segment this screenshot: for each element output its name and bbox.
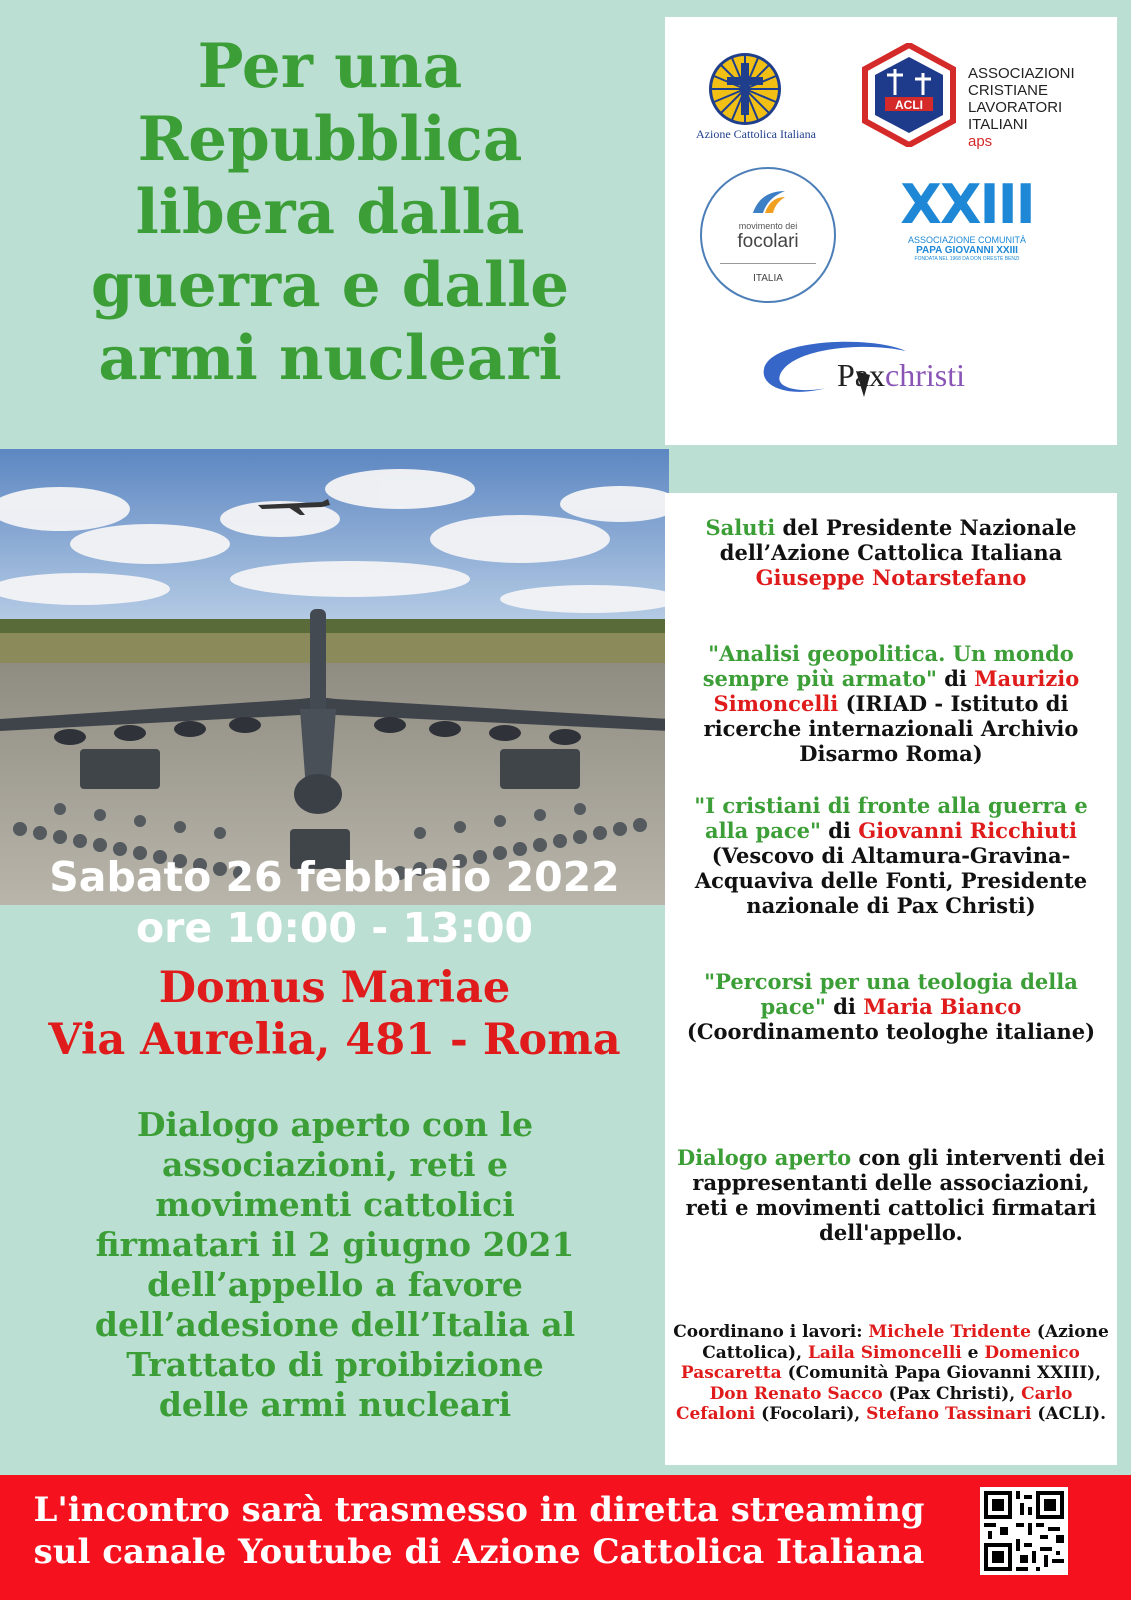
- focolari-flame-icon: [749, 187, 789, 217]
- dialog-line: associazioni, reti e: [161, 1145, 508, 1184]
- dialog-line: delle armi nucleari: [158, 1385, 512, 1424]
- acli-line: LAVORATORI: [968, 99, 1063, 116]
- coordinator-org: (Comunità Papa Giovanni XXIII),: [781, 1363, 1102, 1383]
- event-time: ore 10:00 - 13:00: [135, 904, 534, 952]
- talk1-speaker: Maurizio Simoncelli: [713, 666, 1080, 716]
- qr-code[interactable]: [980, 1487, 1068, 1575]
- xxiii-line3: FONDATA NEL 1968 DA DON ORESTE BENZI: [914, 256, 1020, 262]
- title-line: Per una: [197, 31, 463, 102]
- azione-cattolica-logo: [705, 49, 785, 129]
- acli-line: ITALIANI: [968, 116, 1028, 133]
- banner-line: sul canale Youtube di Azione Cattolica Italiana: [33, 1532, 925, 1572]
- program-coordinators: [673, 1322, 1109, 1425]
- talk1-affiliation: (IRIAD - Istituto di ricerche internazionali Archivio Disarmo Roma): [703, 691, 1079, 766]
- title-line: Repubblica: [137, 104, 523, 175]
- coordinator-org: (ACLI).: [1031, 1404, 1107, 1424]
- pax-christi-name: [837, 355, 965, 395]
- coord-lead: Coordinano i lavori:: [673, 1322, 869, 1342]
- dialog-word: Dialogo aperto: [676, 1145, 852, 1170]
- program-dialog: [673, 1145, 1109, 1245]
- coordinator-name: Stefano Tassinari: [866, 1404, 1032, 1424]
- venue-name: Domus Mariae: [158, 963, 511, 1013]
- talk2-speaker: Giovanni Ricchiuti: [858, 818, 1077, 843]
- streaming-banner: [0, 1475, 1131, 1600]
- bomber-scene-image: [0, 449, 669, 905]
- coordinator-org: (Pax Christi),: [882, 1383, 1022, 1404]
- papa-giovanni-logo: [897, 175, 1037, 262]
- focolari-logo: [700, 167, 836, 303]
- acli-aps: aps: [968, 133, 993, 150]
- logos-panel: [665, 17, 1117, 445]
- program-saluti: [673, 515, 1109, 590]
- xxiii-line1: ASSOCIAZIONE COMUNITÀ: [907, 235, 1026, 245]
- talk2-title: "I cristiani di fronte alla guerra e alla pace": [694, 793, 1088, 843]
- xxiii-mark: XXIII: [900, 173, 1034, 236]
- banner-text: [14, 1489, 944, 1573]
- program-talk-1: [673, 641, 1109, 766]
- acli-badge: ACLI: [895, 98, 923, 112]
- focolari-small: movimento dei: [738, 221, 798, 231]
- coordinator-org: (Focolari),: [755, 1404, 867, 1424]
- event-venue: [0, 962, 669, 1066]
- christi-word: christi: [885, 357, 965, 393]
- program-panel: [665, 493, 1117, 1465]
- dialog-line: Dialogo aperto con le: [136, 1105, 534, 1144]
- coordinator-org: e: [961, 1342, 985, 1363]
- dialog-line: movimenti cattolici: [155, 1185, 515, 1224]
- dialog-line: dell’appello a favore: [147, 1265, 523, 1304]
- acli-logo: [861, 43, 957, 147]
- xxiii-line2: PAPA GIOVANNI XXIII: [916, 245, 1018, 256]
- coordinator-name: Michele Tridente: [868, 1322, 1031, 1342]
- title-line: guerra e dalle: [90, 250, 570, 321]
- talk2-affiliation: (Vescovo di Altamura-Gravina-Acquaviva delle Fonti, Presidente nazionale di Pax Christi): [694, 843, 1088, 918]
- event-date: Sabato 26 febbraio 2022: [49, 853, 620, 901]
- talk3-speaker: Maria Bianco: [863, 994, 1022, 1019]
- title-line: libera dalla: [135, 177, 525, 248]
- coordinator-name: Domenico Pascaretta: [680, 1342, 1080, 1383]
- program-talk-2: [673, 793, 1109, 918]
- acli-line: ASSOCIAZIONI: [968, 65, 1075, 82]
- focolari-country: ITALIA: [753, 273, 783, 284]
- poster-title: [10, 30, 650, 395]
- dialog-line: dell’adesione dell’Italia al: [94, 1305, 576, 1344]
- talk1-title: "Analisi geopolitica. Un mondo sempre più armato": [702, 641, 1074, 691]
- saluti-name: Giuseppe Notarstefano: [755, 565, 1027, 590]
- saluti-rest: del Presidente Nazionale dell’Azione Cattolica Italiana: [719, 515, 1077, 565]
- dialog-line: Trattato di proibizione: [126, 1345, 544, 1384]
- focolari-main: focolari: [737, 231, 799, 252]
- dialog-rest: con gli interventi dei rappresentanti delle associazioni, reti e movimenti cattolici firmatari dell'appello.: [685, 1145, 1106, 1245]
- talk3-title: "Percorsi per una teologia della pace": [704, 969, 1078, 1019]
- dialog-description: [20, 1105, 650, 1425]
- talk3-di: di: [825, 994, 864, 1019]
- focolari-divider: [720, 263, 816, 264]
- program-talk-3: [673, 969, 1109, 1044]
- venue-address: Via Aurelia, 481 - Roma: [48, 1015, 621, 1065]
- banner-line: L'incontro sarà trasmesso in diretta streaming: [33, 1490, 925, 1530]
- pax-word: Pax: [837, 357, 885, 393]
- bomber-photo: [0, 449, 669, 905]
- talk1-di: di: [936, 666, 975, 691]
- qr-code-icon: [980, 1487, 1068, 1575]
- saluti-word: Saluti: [705, 515, 776, 540]
- coordinator-name: Laila Simoncelli: [807, 1342, 962, 1363]
- acli-line: CRISTIANE: [968, 82, 1049, 99]
- title-line: armi nucleari: [98, 323, 562, 394]
- talk2-di: di: [820, 818, 859, 843]
- acli-name: [968, 65, 1075, 150]
- coordinator-org: (Azione Cattolica),: [702, 1322, 1109, 1363]
- azione-cattolica-name: Azione Cattolica Italiana: [696, 127, 816, 141]
- coordinator-name: Don Renato Sacco: [709, 1383, 883, 1404]
- dialog-line: firmatari il 2 giugno 2021: [95, 1225, 575, 1264]
- talk3-affiliation: (Coordinamento teologhe italiane): [686, 1019, 1096, 1044]
- coordinator-name: Carlo Cefaloni: [675, 1383, 1073, 1424]
